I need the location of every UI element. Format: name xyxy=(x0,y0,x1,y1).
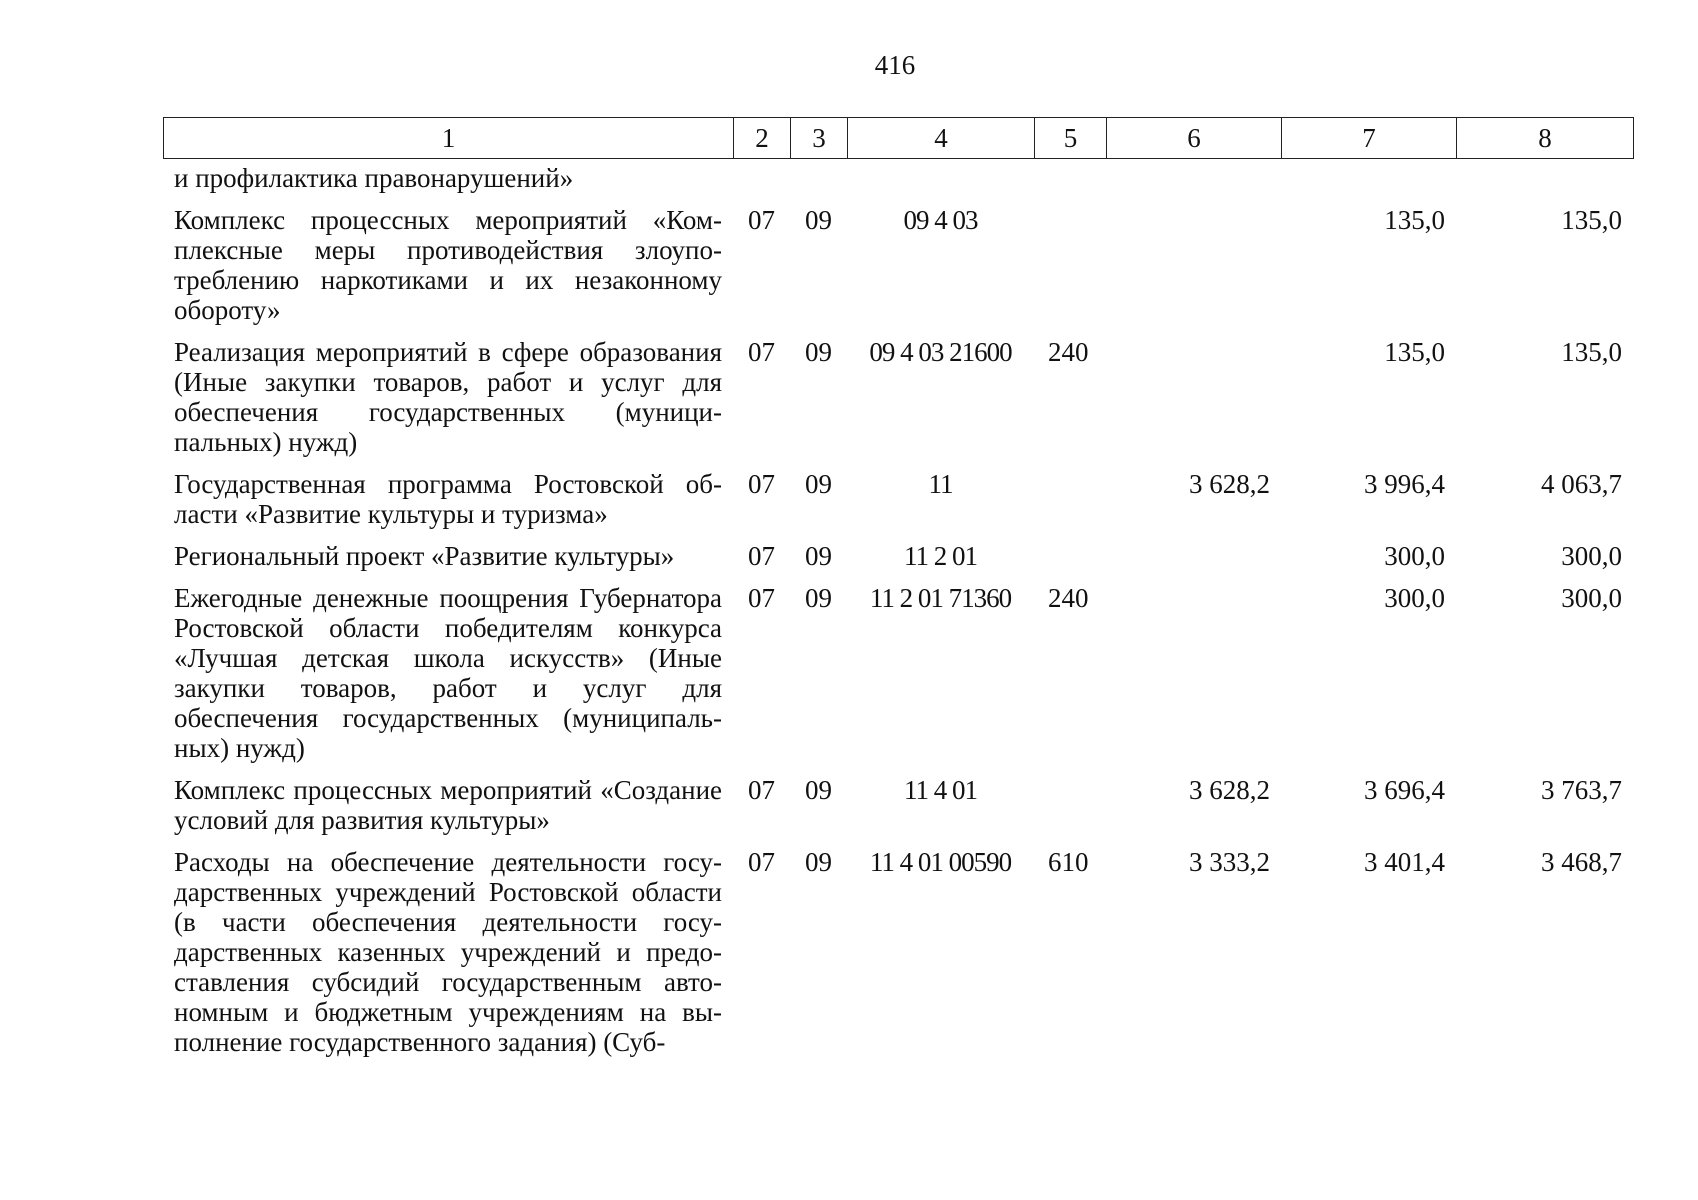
row-section: 07 xyxy=(748,469,775,499)
row-expense-type: 240 xyxy=(1048,583,1089,613)
column-number-header xyxy=(163,117,1634,159)
row-sum-col6: 3 333,2 xyxy=(1189,847,1270,877)
row-section: 07 xyxy=(748,541,775,571)
header-cell-7: 7 xyxy=(1282,118,1457,159)
header-cell-4: 4 xyxy=(848,118,1035,159)
row-section: 07 xyxy=(748,847,775,877)
header-cell-8: 8 xyxy=(1457,118,1634,159)
row-sum-col6 xyxy=(1106,193,1281,325)
row-target-code: 11 2 01 71360 xyxy=(869,583,1012,613)
row-sum-col7: 3 696,4 xyxy=(1364,775,1445,805)
budget-table xyxy=(163,163,1633,1057)
row-sum-col8: 3 468,7 xyxy=(1541,847,1622,877)
row-sum-col8: 4 063,7 xyxy=(1541,469,1622,499)
table-row xyxy=(163,193,1633,325)
row-name: Комплекс процессных мероприятий «Комплексные меры противодействия злоупотреблению наркотиками и их незаконному обороту» xyxy=(174,205,722,325)
row-section: 07 xyxy=(748,337,775,367)
row-name: Ежегодные денежные поощрения Губернатора Ростовской области победителям конкурса «Лучшая детская школа искусств» (Иные закупки товаров, работ и услуг для обеспечения государственных (муниципальных) нужд) xyxy=(174,583,722,763)
row-target-code: 11 4 01 00590 xyxy=(869,847,1012,877)
row-target-code: 11 2 01 xyxy=(904,541,977,571)
row-target-code xyxy=(847,163,1034,193)
row-name: Региональный проект «Развитие культуры» xyxy=(174,541,675,571)
row-sum-col8: 300,0 xyxy=(1561,583,1622,613)
row-sum-col7: 135,0 xyxy=(1384,337,1445,367)
header-cell-3: 3 xyxy=(791,118,848,159)
table-row xyxy=(163,163,1633,193)
row-section: 07 xyxy=(748,583,775,613)
row-subsection: 09 xyxy=(805,583,832,613)
row-expense-type xyxy=(1034,763,1106,835)
row-sum-col6 xyxy=(1106,529,1281,571)
row-sum-col8: 3 763,7 xyxy=(1541,775,1622,805)
row-subsection: 09 xyxy=(805,337,832,367)
row-sum-col7: 3 996,4 xyxy=(1364,469,1445,499)
row-target-code: 11 4 01 xyxy=(904,775,977,805)
row-subsection: 09 xyxy=(805,469,832,499)
page-number: 416 xyxy=(874,50,916,80)
row-name: Государственная программа Ростовской области «Развитие культуры и туризма» xyxy=(174,469,722,529)
row-sum-col8: 300,0 xyxy=(1561,541,1622,571)
row-sum-col6 xyxy=(1106,325,1281,457)
table-row xyxy=(163,325,1633,457)
row-expense-type: 240 xyxy=(1048,337,1089,367)
row-sum-col6 xyxy=(1106,571,1281,763)
row-expense-type xyxy=(1034,193,1106,325)
row-sum-col7: 300,0 xyxy=(1384,583,1445,613)
row-section xyxy=(733,163,790,193)
row-sum-col6: 3 628,2 xyxy=(1189,469,1270,499)
table-row xyxy=(163,529,1633,571)
row-sum-col7: 300,0 xyxy=(1384,541,1445,571)
row-name: Расходы на обеспечение деятельности государственных учреждений Ростовской области (в части обеспечения деятельности государственных казенных учреждений и предоставления субсидий государственным автономным и бюджетным учреждениям на выполнение государственного задания) (Суб- xyxy=(174,847,722,1057)
row-expense-type: 610 xyxy=(1048,847,1089,877)
row-subsection: 09 xyxy=(805,775,832,805)
row-expense-type xyxy=(1034,529,1106,571)
table-row xyxy=(163,835,1633,1057)
row-expense-type xyxy=(1034,163,1106,193)
row-name: и профилактика правонарушений» xyxy=(174,163,574,193)
row-sum-col6 xyxy=(1106,163,1281,193)
row-section: 07 xyxy=(748,775,775,805)
row-target-code: 11 xyxy=(928,469,953,499)
row-sum-col8 xyxy=(1456,163,1633,193)
row-section: 07 xyxy=(748,205,775,235)
row-sum-col7 xyxy=(1281,163,1456,193)
row-sum-col8: 135,0 xyxy=(1561,205,1622,235)
table-row xyxy=(163,763,1633,835)
row-target-code: 09 4 03 xyxy=(903,205,978,235)
header-cell-2: 2 xyxy=(734,118,791,159)
row-sum-col7: 3 401,4 xyxy=(1364,847,1445,877)
row-subsection xyxy=(790,163,847,193)
row-subsection: 09 xyxy=(805,541,832,571)
row-subsection: 09 xyxy=(805,205,832,235)
row-name: Реализация мероприятий в сфере образования (Иные закупки товаров, работ и услуг для обеспечения государственных (муниципальных) нужд) xyxy=(174,337,722,457)
table-row xyxy=(163,457,1633,529)
header-cell-1: 1 xyxy=(164,118,734,159)
row-sum-col7: 135,0 xyxy=(1384,205,1445,235)
row-sum-col8: 135,0 xyxy=(1561,337,1622,367)
row-target-code: 09 4 03 21600 xyxy=(869,337,1012,367)
row-sum-col6: 3 628,2 xyxy=(1189,775,1270,805)
row-name: Комплекс процессных мероприятий «Создание условий для развития культуры» xyxy=(174,775,722,835)
row-expense-type xyxy=(1034,457,1106,529)
header-cell-6: 6 xyxy=(1107,118,1282,159)
header-cell-5: 5 xyxy=(1035,118,1107,159)
table-row xyxy=(163,571,1633,763)
row-subsection: 09 xyxy=(805,847,832,877)
